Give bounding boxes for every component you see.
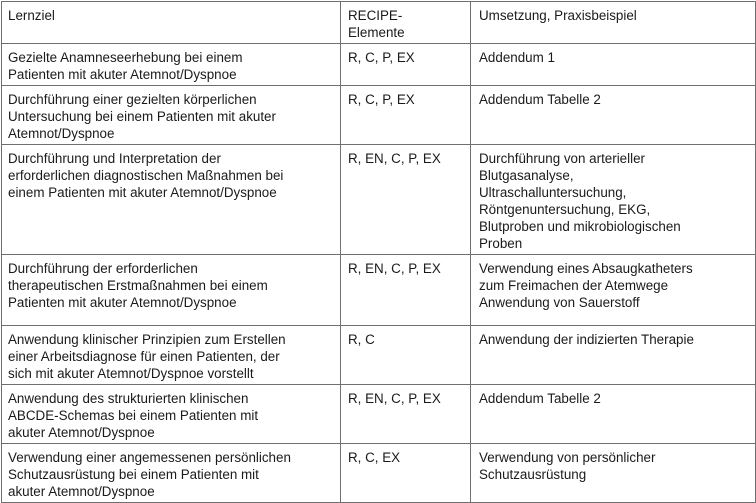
table-header-row	[2, 2, 756, 44]
table-row	[2, 86, 756, 145]
cell-lernziel: Anwendung klinischer Prinzipien zum Erstellen einer Arbeitsdiagnose für einen Patienten, der sich mit akuter Atemnot/Dyspnoe vorstellt	[2, 326, 341, 385]
table-row	[2, 44, 756, 86]
cell-elemente: R, EN, C, P, EX	[341, 385, 471, 444]
cell-lernziel: Durchführung einer gezielten körperlichen Untersuchung bei einem Patienten mit akuter Atemnot/Dyspnoe	[2, 86, 341, 145]
table-row	[2, 444, 756, 503]
cell-elemente: R, C, P, EX	[341, 44, 471, 86]
cell-umsetzung: Durchführung von arterieller Blutgasanalyse, Ultraschalluntersuchung, Röntgenuntersuchung, EKG, Blutproben und mikrobiologischen Proben	[471, 145, 756, 255]
cell-lernziel: Gezielte Anamneseerhebung bei einem Patienten mit akuter Atemnot/Dyspnoe	[2, 44, 341, 86]
cell-elemente: R, C, EX	[341, 444, 471, 503]
lernziel-table	[1, 1, 756, 503]
table-row	[2, 255, 756, 326]
table-row	[2, 326, 756, 385]
table-row	[2, 385, 756, 444]
cell-elemente: R, EN, C, P, EX	[341, 255, 471, 326]
cell-umsetzung: Addendum 1	[471, 44, 756, 86]
cell-umsetzung: Verwendung eines Absaugkatheters zum Freimachen der Atemwege Anwendung von Sauerstoff	[471, 255, 756, 326]
cell-umsetzung: Verwendung von persönlicher Schutzausrüstung	[471, 444, 756, 503]
cell-elemente: R, C, P, EX	[341, 86, 471, 145]
cell-umsetzung: Anwendung der indizierten Therapie	[471, 326, 756, 385]
cell-umsetzung: Addendum Tabelle 2	[471, 86, 756, 145]
table-row	[2, 145, 756, 255]
cell-lernziel: Durchführung der erforderlichen therapeutischen Erstmaßnahmen bei einem Patienten mit akuter Atemnot/Dyspnoe	[2, 255, 341, 326]
header-umsetzung: Umsetzung, Praxisbeispiel	[471, 2, 756, 44]
cell-elemente: R, EN, C, P, EX	[341, 145, 471, 255]
cell-lernziel: Durchführung und Interpretation der erforderlichen diagnostischen Maßnahmen bei einem Patienten mit akuter Atemnot/Dyspnoe	[2, 145, 341, 255]
cell-lernziel: Verwendung einer angemessenen persönlichen Schutzausrüstung bei einem Patienten mit akuter Atemnot/Dyspnoe	[2, 444, 341, 503]
header-lernziel: Lernziel	[2, 2, 341, 44]
cell-elemente: R, C	[341, 326, 471, 385]
cell-umsetzung: Addendum Tabelle 2	[471, 385, 756, 444]
cell-lernziel: Anwendung des strukturierten klinischen ABCDE-Schemas bei einem Patienten mit akuter Atemnot/Dyspnoe	[2, 385, 341, 444]
header-recipe-elemente: RECIPE- Elemente	[341, 2, 471, 44]
